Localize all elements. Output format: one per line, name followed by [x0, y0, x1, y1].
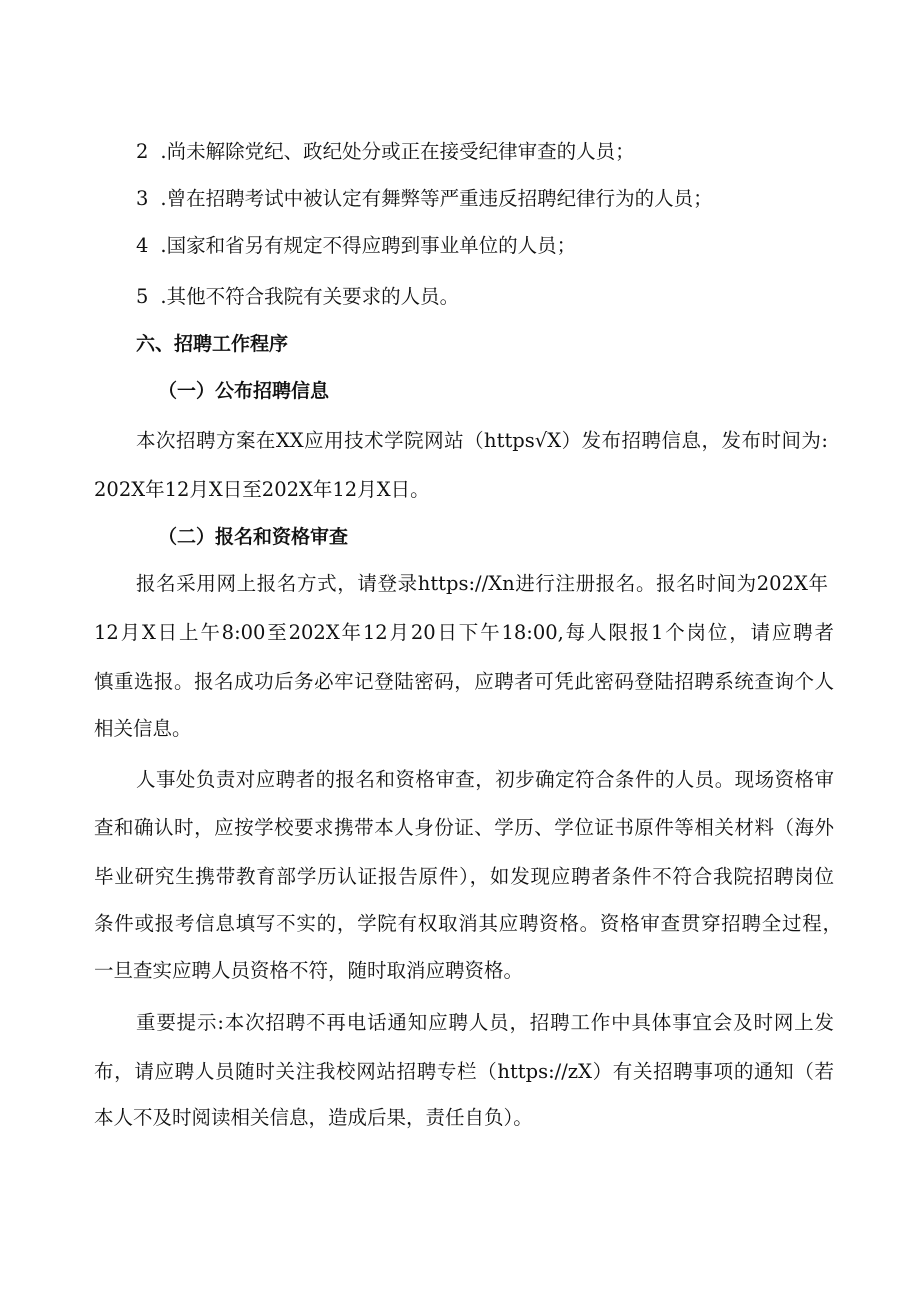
subsection-heading-1: （一）公布招聘信息: [158, 380, 330, 402]
paragraph-line: 查和确认时，应按学校要求携带本人身份证、学历、学位证书原件等相关材料（海外: [94, 816, 834, 839]
list-item-number: 4: [136, 234, 149, 257]
paragraph-line: 报名采用网上报名方式，请登录https://Xn进行注册报名。报名时间为202X年: [136, 572, 828, 595]
paragraph-line: 一旦查实应聘人员资格不符，随时取消应聘资格。: [94, 959, 524, 982]
list-item-text: .曾在招聘考试中被认定有舞弊等严重违反招聘纪律行为的人员；: [160, 187, 713, 210]
paragraph-line: 相关信息。: [94, 717, 192, 740]
list-item-5: [136, 284, 459, 310]
paragraph-line: 本人不及时阅读相关信息，造成后果，责任自负）。: [94, 1106, 533, 1129]
list-item-3: [136, 186, 713, 212]
paragraph-line: 毕业研究生携带教育部学历认证报告原件），如发现应聘者条件不符合我院招聘岗位: [94, 865, 834, 888]
list-item-text: .其他不符合我院有关要求的人员。: [160, 285, 460, 308]
list-item-number: 2: [136, 140, 149, 163]
paragraph-line: 慎重选报。报名成功后务必牢记登陆密码，应聘者可凭此密码登陆招聘系统查询个人: [94, 670, 834, 693]
section-heading: 六、招聘工作程序: [136, 333, 289, 355]
paragraph-line: 本次招聘方案在XX应用技术学院网站（https√X）发布招聘信息，发布时间为:: [136, 429, 828, 452]
paragraph-line: 重要提示:本次招聘不再电话通知应聘人员，招聘工作中具体事宜会及时网上发: [136, 1011, 834, 1034]
list-item-text: .国家和省另有规定不得应聘到事业单位的人员；: [160, 234, 577, 257]
paragraph-line: 202X年12月X日至202X年12月X日。: [94, 478, 430, 501]
paragraph-line: 条件或报考信息填写不实的，学院有权取消其应聘资格。资格审查贯穿招聘全过程，: [94, 912, 842, 935]
list-item-4: [136, 233, 576, 259]
paragraph-line: 人事处负责对应聘者的报名和资格审查，初步确定符合条件的人员。现场资格审: [136, 768, 834, 791]
list-item-number: 5: [136, 285, 149, 308]
list-item-text: .尚未解除党纪、政纪处分或正在接受纪律审查的人员；: [160, 140, 635, 163]
subsection-heading-2: （二）报名和资格审查: [158, 526, 349, 548]
paragraph-line: 布，请应聘人员随时关注我校网站招聘专栏（https://zX）有关招聘事项的通知（若: [94, 1060, 834, 1083]
list-item-number: 3: [136, 187, 149, 210]
list-item-2: [136, 139, 635, 165]
paragraph-line: 12月X日上午8:00至202X年12月20日下午18:00,每人限报1个岗位，请应聘者: [94, 621, 834, 644]
